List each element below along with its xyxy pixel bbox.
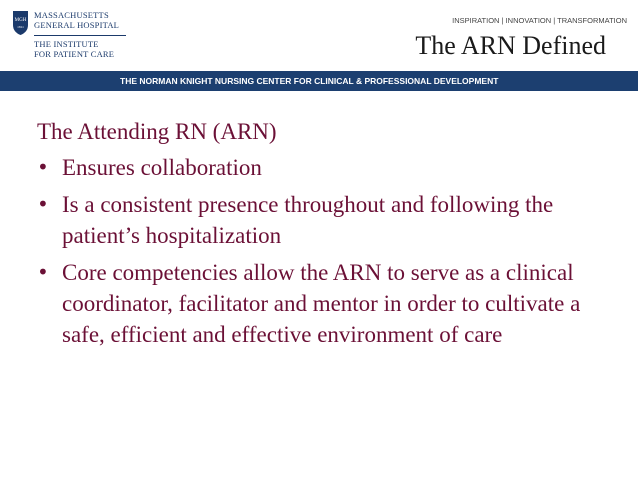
shield-initials: MGH — [14, 18, 27, 23]
logo-divider — [34, 35, 126, 36]
tagline: INSPIRATION | INNOVATION | TRANSFORMATION — [452, 16, 627, 25]
slide-body — [37, 116, 612, 356]
bullet-marker: • — [37, 155, 49, 179]
bullet-text: Is a consistent presence throughout and following the patient’s hospitalization — [62, 192, 554, 248]
institute-name-line2: FOR PATIENT CARE — [34, 49, 115, 59]
slide-title: The ARN Defined — [415, 31, 606, 60]
bullet-item — [37, 189, 612, 251]
bullet-marker: • — [37, 260, 49, 284]
header-band — [0, 71, 638, 91]
band-text: THE NORMAN KNIGHT NURSING CENTER FOR CLINICAL & PROFESSIONAL DEVELOPMENT — [120, 76, 499, 86]
mgh-logo — [12, 10, 126, 70]
institute-name-line1: THE INSTITUTE — [34, 39, 99, 49]
bullet-text: Ensures collaboration — [62, 155, 262, 180]
bullet-marker: • — [37, 192, 49, 216]
hospital-name — [34, 10, 119, 30]
body-heading: The Attending RN (ARN) — [37, 119, 277, 144]
bullet-item — [37, 257, 612, 350]
mgh-shield-icon — [12, 10, 29, 36]
bullet-item — [37, 152, 612, 183]
hospital-name-line2: GENERAL HOSPITAL — [34, 20, 120, 30]
institute-name — [34, 39, 114, 59]
shield-year: 1811 — [17, 25, 24, 29]
bullet-text: Core competencies allow the ARN to serve as a clinical coordinator, facilitator and mentor in order to cultivate a safe, efficient and effective environment of care — [62, 260, 581, 347]
hospital-name-line1: MASSACHUSETTS — [34, 10, 109, 20]
